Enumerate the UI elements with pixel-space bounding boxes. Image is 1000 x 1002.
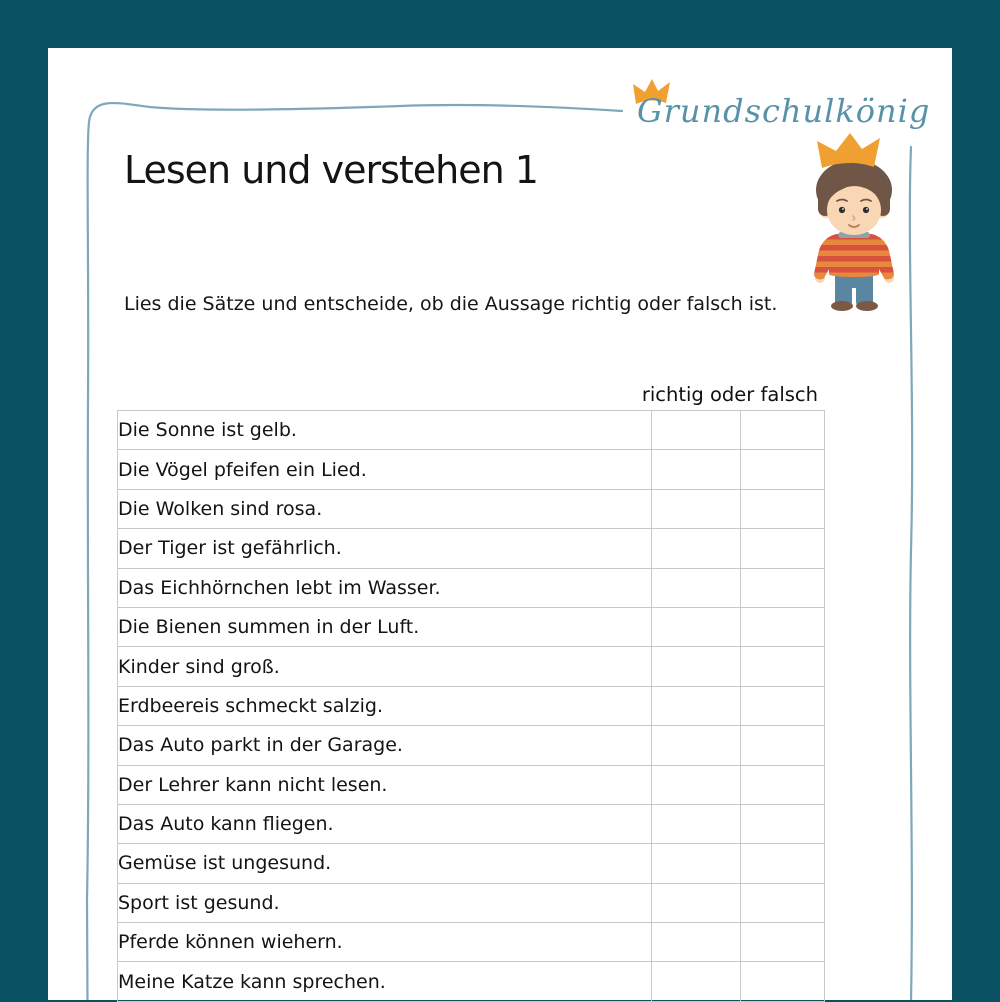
sentence-cell: Das Auto kann fliegen. bbox=[118, 804, 652, 843]
sentence-cell: Die Bienen summen in der Luft. bbox=[118, 607, 652, 646]
sentence-table-body bbox=[118, 411, 825, 1002]
logo-text: Grundschulkönig bbox=[637, 92, 931, 130]
instruction-text: Lies die Sätze und entscheide, ob die Aussage richtig oder falsch ist. bbox=[124, 293, 778, 315]
richtig-answer-cell[interactable] bbox=[652, 568, 741, 607]
table-row bbox=[118, 962, 825, 1001]
sentence-cell: Erdbeereis schmeckt salzig. bbox=[118, 686, 652, 725]
richtig-answer-cell[interactable] bbox=[652, 765, 741, 804]
answer-columns-header: richtig oder falsch bbox=[641, 383, 818, 406]
table-row bbox=[118, 647, 825, 686]
richtig-answer-cell[interactable] bbox=[652, 607, 741, 646]
table-row bbox=[118, 568, 825, 607]
falsch-answer-cell[interactable] bbox=[741, 726, 825, 765]
table-row bbox=[118, 686, 825, 725]
sentence-cell: Das Eichhörnchen lebt im Wasser. bbox=[118, 568, 652, 607]
richtig-answer-cell[interactable] bbox=[652, 686, 741, 725]
table-row bbox=[118, 923, 825, 962]
falsch-answer-cell[interactable] bbox=[741, 529, 825, 568]
richtig-answer-cell[interactable] bbox=[652, 883, 741, 922]
falsch-answer-cell[interactable] bbox=[741, 844, 825, 883]
falsch-answer-cell[interactable] bbox=[741, 489, 825, 528]
falsch-answer-cell[interactable] bbox=[741, 765, 825, 804]
sentence-cell: Kinder sind groß. bbox=[118, 647, 652, 686]
boy-with-crown-illustration bbox=[805, 128, 905, 313]
falsch-answer-cell[interactable] bbox=[741, 607, 825, 646]
sentence-cell: Die Vögel pfeifen ein Lied. bbox=[118, 450, 652, 489]
table-row bbox=[118, 726, 825, 765]
table-row bbox=[118, 607, 825, 646]
table-row bbox=[118, 411, 825, 450]
sentence-cell: Das Auto parkt in der Garage. bbox=[118, 726, 652, 765]
richtig-answer-cell[interactable] bbox=[652, 450, 741, 489]
falsch-answer-cell[interactable] bbox=[741, 411, 825, 450]
sentence-cell: Die Sonne ist gelb. bbox=[118, 411, 652, 450]
table-row bbox=[118, 804, 825, 843]
table-row bbox=[118, 844, 825, 883]
falsch-answer-cell[interactable] bbox=[741, 450, 825, 489]
richtig-answer-cell[interactable] bbox=[652, 647, 741, 686]
sentence-cell: Der Tiger ist gefährlich. bbox=[118, 529, 652, 568]
table-row bbox=[118, 883, 825, 922]
falsch-answer-cell[interactable] bbox=[741, 883, 825, 922]
falsch-answer-cell[interactable] bbox=[741, 647, 825, 686]
richtig-answer-cell[interactable] bbox=[652, 804, 741, 843]
table-row bbox=[118, 489, 825, 528]
sentence-cell: Pferde können wiehern. bbox=[118, 923, 652, 962]
falsch-answer-cell[interactable] bbox=[741, 686, 825, 725]
table-row bbox=[118, 450, 825, 489]
table-row bbox=[118, 765, 825, 804]
falsch-answer-cell[interactable] bbox=[741, 804, 825, 843]
sentence-cell: Sport ist gesund. bbox=[118, 883, 652, 922]
sentence-cell: Die Wolken sind rosa. bbox=[118, 489, 652, 528]
richtig-answer-cell[interactable] bbox=[652, 489, 741, 528]
richtig-answer-cell[interactable] bbox=[652, 962, 741, 1001]
page-title: Lesen und verstehen 1 bbox=[124, 148, 538, 192]
sentence-cell: Gemüse ist ungesund. bbox=[118, 844, 652, 883]
richtig-answer-cell[interactable] bbox=[652, 529, 741, 568]
table-row bbox=[118, 529, 825, 568]
richtig-answer-cell[interactable] bbox=[652, 844, 741, 883]
falsch-answer-cell[interactable] bbox=[741, 568, 825, 607]
falsch-answer-cell[interactable] bbox=[741, 923, 825, 962]
richtig-answer-cell[interactable] bbox=[652, 923, 741, 962]
sentence-cell: Meine Katze kann sprechen. bbox=[118, 962, 652, 1001]
sentence-cell: Der Lehrer kann nicht lesen. bbox=[118, 765, 652, 804]
richtig-answer-cell[interactable] bbox=[652, 726, 741, 765]
richtig-answer-cell[interactable] bbox=[652, 411, 741, 450]
sentence-table bbox=[117, 410, 825, 1002]
falsch-answer-cell[interactable] bbox=[741, 962, 825, 1001]
